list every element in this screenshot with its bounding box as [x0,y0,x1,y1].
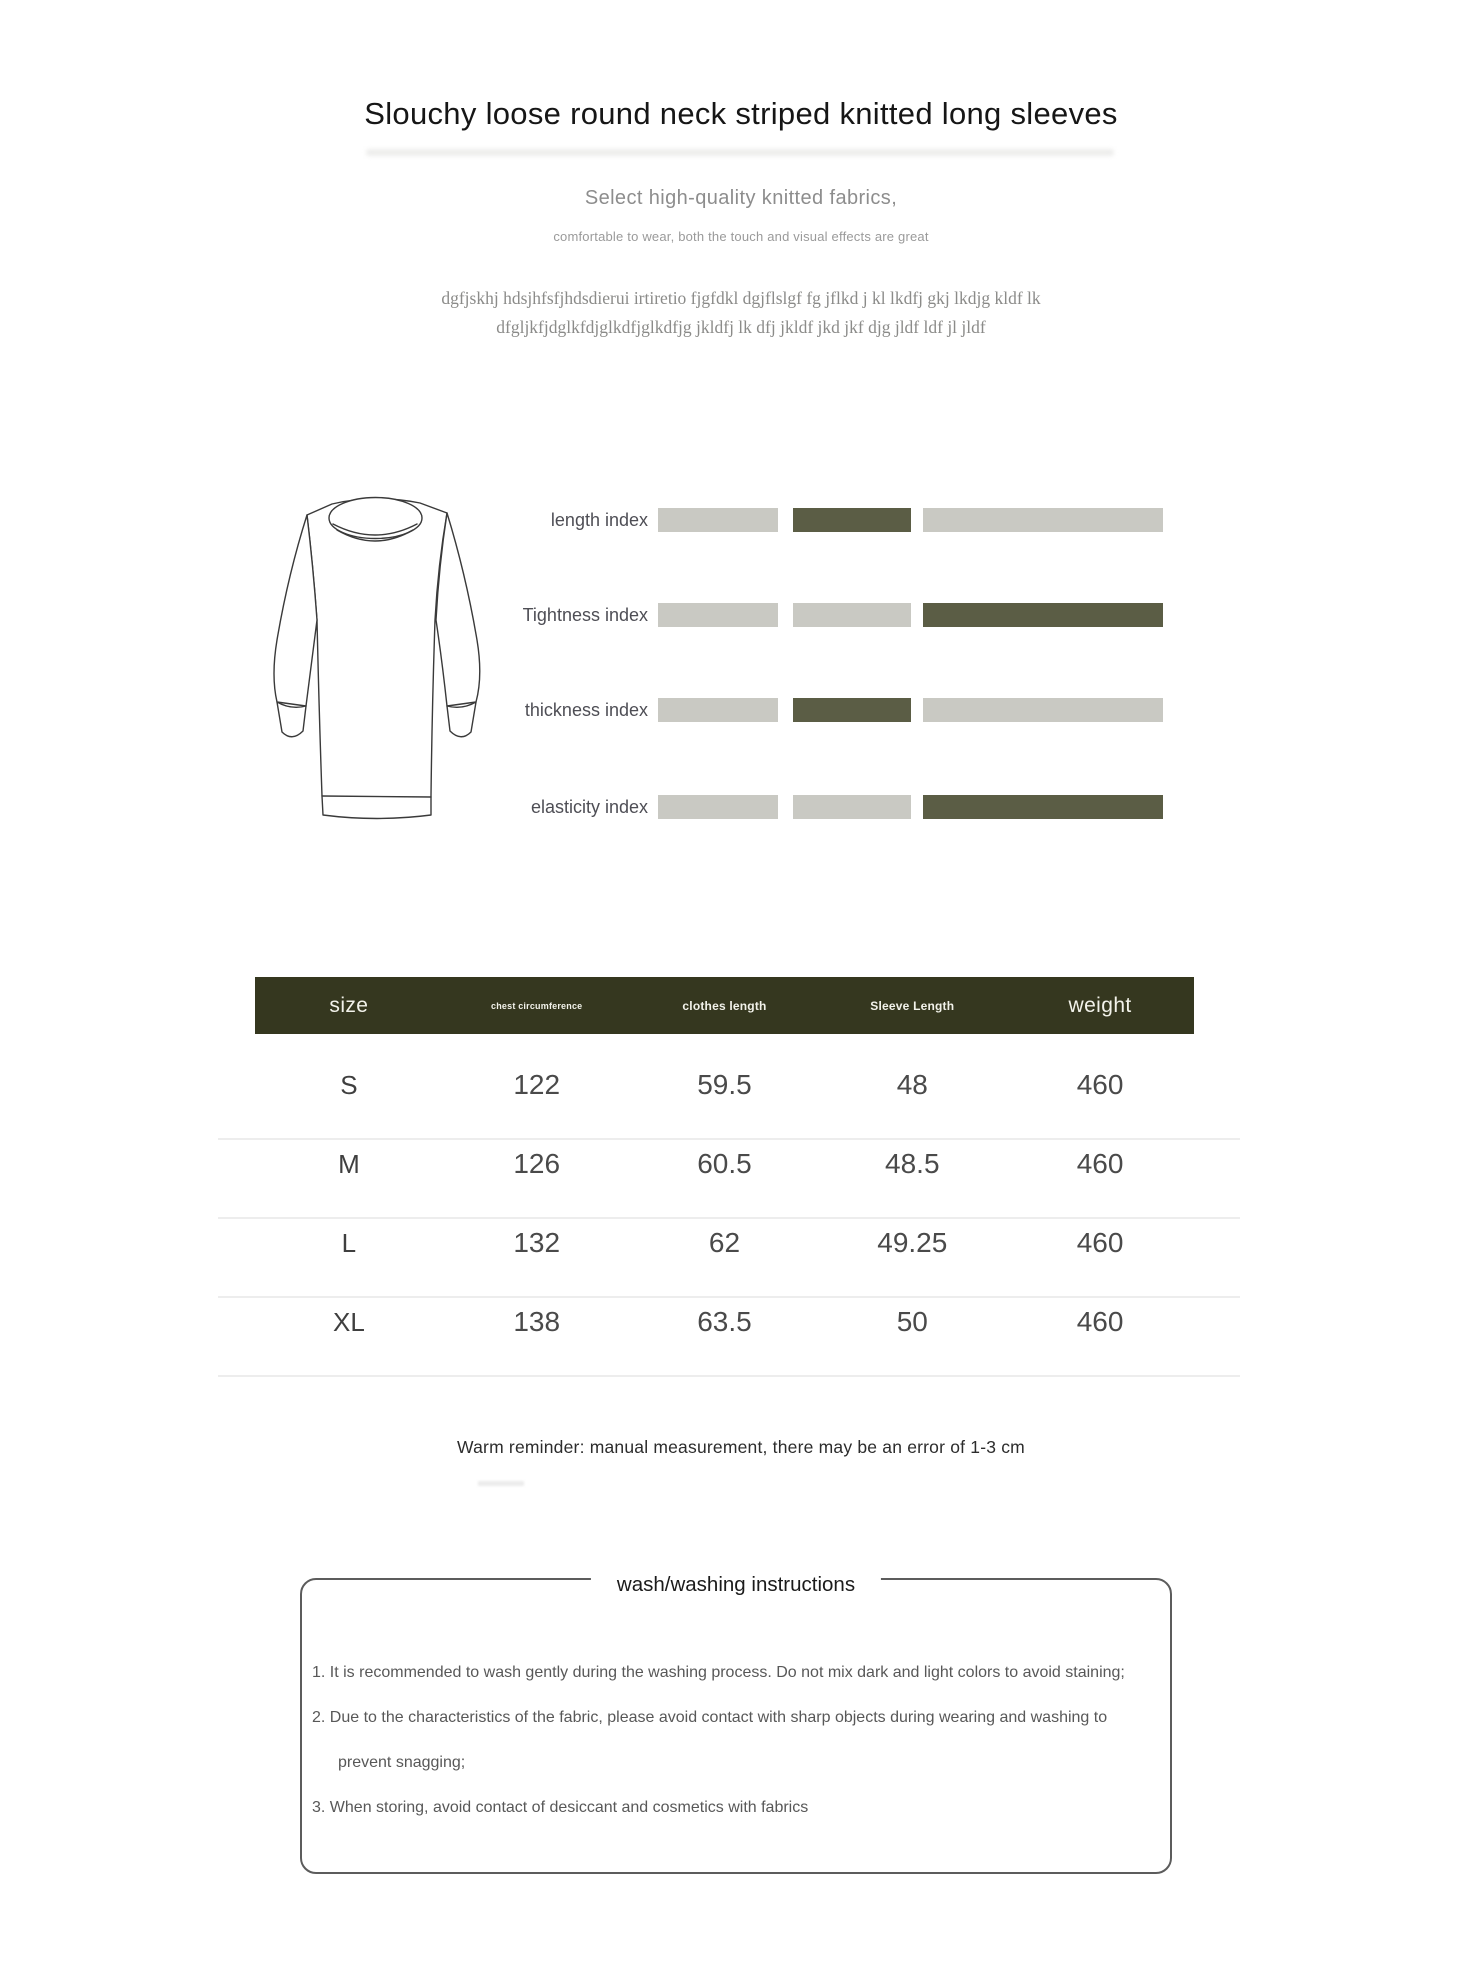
wash-instruction-item: 1. It is recommended to wash gently during the washing process. Do not mix dark and light colors to avoid staining; [312,1664,1125,1681]
index-label: elasticity index [530,797,648,817]
index-bars [658,508,1168,532]
cell-chest: 122 [513,1069,561,1100]
wash-instruction-item: 3. When storing, avoid contact of desiccant and cosmetics with fabrics [312,1799,809,1816]
table-row [255,1034,1194,1140]
index-bar-segment [923,508,1163,532]
column-header-clothes-length: clothes length [682,998,767,1013]
index-bar-segment [658,603,778,627]
row-divider [218,1375,1240,1377]
index-bar-segment-active [793,508,911,532]
index-row-length [0,508,1482,532]
wash-instructions-list [312,1650,1148,1830]
table-row [255,1298,1194,1377]
cell-size: L [341,1228,357,1258]
column-header-weight: weight [1068,993,1132,1017]
cell-chest: 126 [513,1148,561,1179]
index-bars [658,795,1168,819]
cell-clothes-length: 62 [708,1227,741,1258]
description-line-1: dgfjskhj hdsjhfsfjhdsdierui irtiretio fjgfdkl dgjflslgf fg jflkd j kl lkdfj gkj lkdjg kldf lk [441,288,1041,308]
row-divider [218,1296,1240,1298]
index-bar-segment-active [793,698,911,722]
garment-body [307,499,447,819]
cell-weight: 460 [1076,1069,1124,1100]
wash-instruction-item: 2. Due to the characteristics of the fabric, please avoid contact with sharp objects during wearing and washing to prevent snagging; [312,1709,1108,1771]
index-bars [658,698,1168,722]
index-label: thickness index [524,700,648,720]
faded-text-artifact [366,149,1114,156]
index-bar-segment [793,795,911,819]
cell-sleeve-length: 48.5 [885,1148,940,1179]
fabric-subtitle-small: comfortable to wear, both the touch and visual effects are great [553,229,929,244]
description-paragraph [0,284,1482,342]
measurement-reminder: Warm reminder: manual measurement, there may be an error of 1-3 cm [457,1437,1025,1457]
cell-chest: 138 [513,1306,561,1337]
cell-size: M [338,1149,360,1179]
cell-weight: 460 [1076,1306,1124,1337]
table-row [255,1219,1194,1298]
fabric-subtitle: Select high-quality knitted fabrics, [584,187,898,209]
index-row-thickness [0,698,1482,722]
index-bar-segment [793,603,911,627]
index-bar-segment-active [923,603,1163,627]
faded-mark-artifact [478,1481,524,1486]
index-row-elasticity [0,795,1482,819]
cell-size: S [340,1070,358,1100]
index-bar-segment [658,795,778,819]
wash-instructions-title: wash/washing instructions [591,1569,881,1601]
column-header-size: size [329,993,369,1017]
cell-weight: 460 [1076,1148,1124,1179]
cell-clothes-length: 59.5 [697,1069,752,1100]
row-divider [218,1217,1240,1219]
table-row [255,1140,1194,1219]
index-label: length index [550,510,648,530]
index-bars [658,603,1168,627]
index-bar-segment [658,698,778,722]
index-row-tightness [0,603,1482,627]
column-header-sleeve-length: Sleeve Length [870,998,955,1013]
cell-clothes-length: 63.5 [697,1306,752,1337]
description-line-2: dfgljkfjdglkfdjglkdfjglkdfjg jkldfj lk dfj jkldf jkd jkf djg jldf ldf jl jldf [496,317,986,337]
row-divider [218,1138,1240,1140]
cell-weight: 460 [1076,1227,1124,1258]
column-header-chest: chest circumference [491,1000,583,1011]
index-label: Tightness index [522,605,648,625]
page-title: Slouchy loose round neck striped knitted long sleeves [364,96,1118,131]
cell-clothes-length: 60.5 [697,1148,752,1179]
cell-sleeve-length: 49.25 [877,1227,948,1258]
index-bar-segment [923,698,1163,722]
cell-sleeve-length: 48 [896,1069,928,1100]
size-table-header [255,977,1194,1034]
cell-chest: 132 [513,1227,561,1258]
index-bar-segment-active [923,795,1163,819]
cell-size: XL [332,1307,365,1337]
cell-sleeve-length: 50 [896,1306,928,1337]
index-bar-segment [658,508,778,532]
